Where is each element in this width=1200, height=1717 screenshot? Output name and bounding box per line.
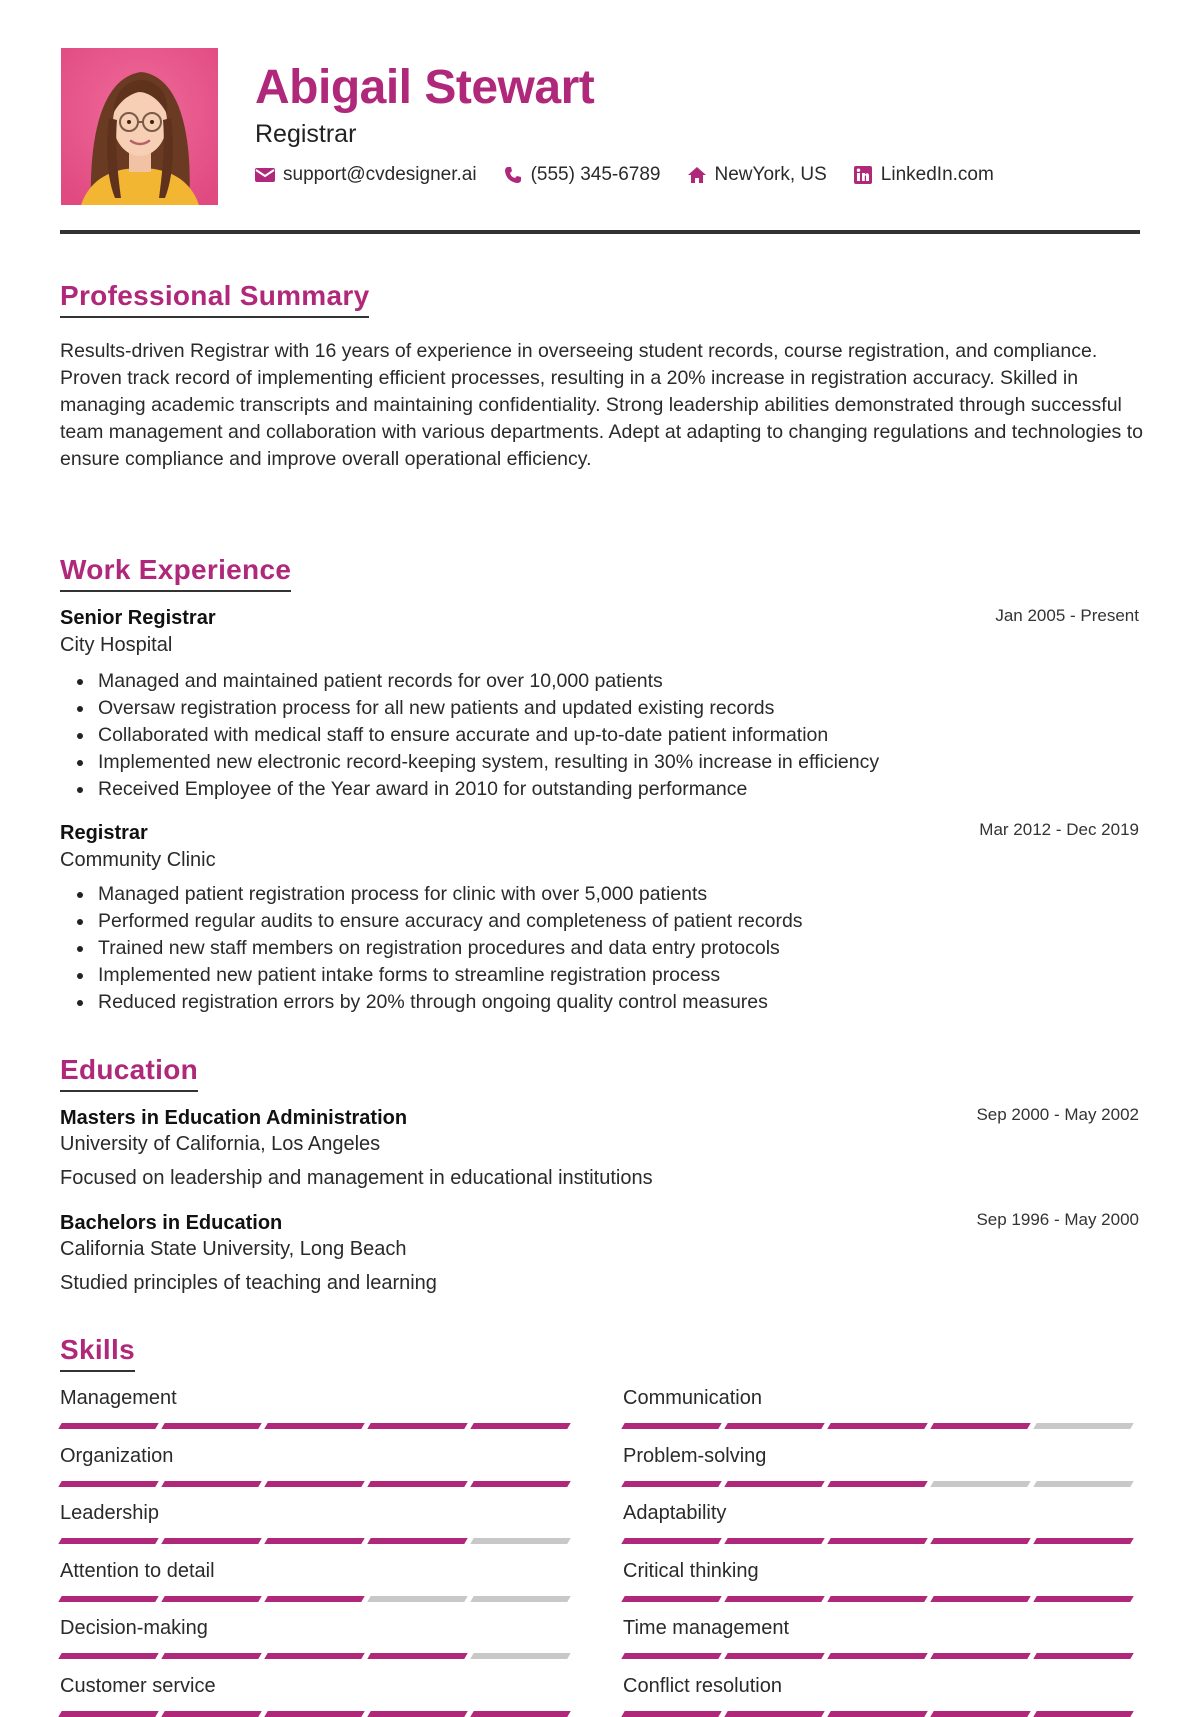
experience-heading: Work Experience <box>60 554 291 592</box>
skill-segment-filled <box>930 1596 1030 1602</box>
contact-linkedin[interactable] <box>853 164 994 186</box>
job-dates: Mar 2012 - Dec 2019 <box>979 820 1139 839</box>
skill-segment-filled <box>470 1423 570 1429</box>
skill-segment-filled <box>724 1711 824 1717</box>
skill-segment-filled <box>1033 1711 1133 1717</box>
skill-segment-filled <box>827 1653 927 1659</box>
skill-name: Time management <box>623 1617 789 1639</box>
skill-level-bar <box>623 1653 1138 1659</box>
skill-item <box>60 1445 575 1487</box>
job-title: Senior Registrar <box>60 607 216 629</box>
skill-segment-filled <box>264 1538 364 1544</box>
education-heading: Education <box>60 1054 198 1092</box>
skill-level-bar <box>623 1711 1138 1717</box>
candidate-name: Abigail Stewart <box>255 61 595 114</box>
list-item: Managed and maintained patient records for over 10,000 patients <box>60 668 879 695</box>
skill-segment-filled <box>724 1653 824 1659</box>
degree-description: Studied principles of teaching and learning <box>60 1272 437 1294</box>
degree-dates: Sep 1996 - May 2000 <box>976 1210 1139 1229</box>
skill-segment-empty <box>367 1596 467 1602</box>
skill-segment-filled <box>161 1711 261 1717</box>
skill-level-bar <box>60 1538 575 1544</box>
job-bullets <box>60 881 803 1016</box>
list-item: Managed patient registration process for clinic with over 5,000 patients <box>60 881 803 908</box>
skill-segment-filled <box>264 1481 364 1487</box>
skill-item <box>60 1675 575 1717</box>
skill-segment-filled <box>930 1423 1030 1429</box>
skill-level-bar <box>60 1423 575 1429</box>
skill-item <box>623 1617 1138 1659</box>
skill-segment-filled <box>58 1423 158 1429</box>
summary-text: Results-driven Registrar with 16 years of experience in overseeing student records, course registration, and compliance. Proven track record of implementing efficient processes, resulting in a 20% increase in registration accuracy. Skilled in managing academic transcripts and maintaining confidentiality. Strong leadership abilities demonstrated through successful team management and collaboration with various departments. Adept at adapting to changing regulations and technologies to ensure compliance and improve overall operational efficiency. <box>60 340 1143 470</box>
skill-segment-filled <box>724 1596 824 1602</box>
skill-level-bar <box>623 1423 1138 1429</box>
list-item: Trained new staff members on registration procedures and data entry protocols <box>60 935 803 962</box>
skill-segment-filled <box>58 1711 158 1717</box>
skill-segment-filled <box>827 1596 927 1602</box>
skill-level-bar <box>623 1596 1138 1602</box>
skill-segment-filled <box>930 1711 1030 1717</box>
skill-segment-filled <box>470 1711 570 1717</box>
skill-segment-filled <box>367 1711 467 1717</box>
skill-name: Attention to detail <box>60 1559 215 1582</box>
skill-segment-filled <box>367 1538 467 1544</box>
skill-item <box>623 1445 1138 1487</box>
list-item: Performed regular audits to ensure accuracy and completeness of patient records <box>60 908 803 935</box>
skill-segment-filled <box>58 1481 158 1487</box>
skill-level-bar <box>60 1711 575 1717</box>
list-item: Collaborated with medical staff to ensure accurate and up-to-date patient information <box>60 722 879 749</box>
contact-phone[interactable] <box>503 164 661 186</box>
skill-item <box>623 1502 1138 1544</box>
skill-name: Management <box>60 1387 177 1409</box>
skill-segment-filled <box>58 1538 158 1544</box>
header-divider <box>60 230 1140 234</box>
skill-segment-filled <box>264 1423 364 1429</box>
skill-segment-filled <box>621 1653 721 1659</box>
contact-phone-text: (555) 345-6789 <box>530 164 661 185</box>
skill-segment-filled <box>724 1423 824 1429</box>
school-name: California State University, Long Beach <box>60 1238 407 1260</box>
skill-segment-filled <box>827 1711 927 1717</box>
skill-segment-empty <box>930 1481 1030 1487</box>
avatar <box>61 48 218 205</box>
skill-level-bar <box>623 1538 1138 1544</box>
profile-photo <box>61 48 218 205</box>
contact-linkedin-text: LinkedIn.com <box>880 164 994 185</box>
skill-level-bar <box>623 1481 1138 1487</box>
skill-name: Adaptability <box>623 1502 727 1524</box>
skill-segment-filled <box>724 1481 824 1487</box>
skill-segment-filled <box>930 1538 1030 1544</box>
skill-segment-filled <box>621 1596 721 1602</box>
job-bullets <box>60 668 879 803</box>
skill-name: Problem-solving <box>623 1444 767 1467</box>
skill-item <box>623 1387 1138 1429</box>
list-item: Reduced registration errors by 20% through ongoing quality control measures <box>60 989 803 1016</box>
contact-bar <box>255 164 1020 186</box>
skill-segment-filled <box>621 1481 721 1487</box>
skill-name: Conflict resolution <box>623 1674 782 1697</box>
skill-item <box>623 1675 1138 1717</box>
degree-description: Focused on leadership and management in educational institutions <box>60 1167 653 1189</box>
skill-segment-filled <box>161 1653 261 1659</box>
skill-segment-filled <box>1033 1653 1133 1659</box>
skill-segment-filled <box>161 1481 261 1487</box>
job-dates: Jan 2005 - Present <box>995 606 1139 625</box>
skill-segment-filled <box>161 1596 261 1602</box>
skill-segment-filled <box>724 1538 824 1544</box>
list-item: Implemented new electronic record-keeping system, resulting in 30% increase in efficiency <box>60 749 879 776</box>
skill-segment-filled <box>264 1596 364 1602</box>
linkedin-icon <box>853 165 873 185</box>
degree-dates: Sep 2000 - May 2002 <box>976 1105 1139 1124</box>
skill-segment-filled <box>827 1423 927 1429</box>
contact-location-text: NewYork, US <box>714 164 827 185</box>
skill-item <box>60 1617 575 1659</box>
list-item: Implemented new patient intake forms to streamline registration process <box>60 962 803 989</box>
skill-segment-filled <box>470 1481 570 1487</box>
skill-segment-filled <box>827 1538 927 1544</box>
skill-segment-filled <box>58 1596 158 1602</box>
skill-segment-filled <box>161 1423 261 1429</box>
contact-location <box>687 164 827 186</box>
skill-segment-filled <box>621 1423 721 1429</box>
skill-name: Communication <box>623 1387 762 1409</box>
skill-segment-filled <box>367 1653 467 1659</box>
job-title: Registrar <box>60 822 148 844</box>
skill-name: Decision-making <box>60 1617 208 1639</box>
skill-segment-empty <box>1033 1423 1133 1429</box>
skill-segment-filled <box>58 1653 158 1659</box>
skill-segment-empty <box>470 1653 570 1659</box>
list-item: Received Employee of the Year award in 2010 for outstanding performance <box>60 776 879 803</box>
skill-level-bar <box>60 1596 575 1602</box>
degree-title: Masters in Education Administration <box>60 1107 408 1129</box>
phone-icon <box>503 165 523 185</box>
skill-segment-empty <box>1033 1481 1133 1487</box>
skill-segment-filled <box>161 1538 261 1544</box>
skill-name: Leadership <box>60 1502 159 1524</box>
envelope-icon <box>255 165 275 185</box>
skill-item <box>60 1387 575 1429</box>
job-company: Community Clinic <box>60 849 216 871</box>
skill-segment-filled <box>264 1711 364 1717</box>
skill-segment-filled <box>367 1481 467 1487</box>
degree-title: Bachelors in Education <box>60 1212 283 1234</box>
school-name: University of California, Los Angeles <box>60 1133 381 1155</box>
skill-item <box>623 1560 1138 1602</box>
skill-segment-filled <box>1033 1538 1133 1544</box>
job-company: City Hospital <box>60 634 173 656</box>
list-item: Oversaw registration process for all new patients and updated existing records <box>60 695 879 722</box>
summary-heading: Professional Summary <box>60 280 369 318</box>
contact-email[interactable] <box>255 164 477 186</box>
skill-level-bar <box>60 1481 575 1487</box>
skill-segment-filled <box>621 1711 721 1717</box>
skill-segment-empty <box>470 1538 570 1544</box>
skill-level-bar <box>60 1653 575 1659</box>
skill-name: Customer service <box>60 1674 216 1697</box>
skill-name: Critical thinking <box>623 1559 759 1582</box>
skill-segment-filled <box>1033 1596 1133 1602</box>
skill-segment-filled <box>367 1423 467 1429</box>
skill-segment-filled <box>827 1481 927 1487</box>
skill-segment-filled <box>621 1538 721 1544</box>
skill-name: Organization <box>60 1444 174 1467</box>
contact-email-text: support@cvdesigner.ai <box>283 164 477 185</box>
skill-segment-empty <box>470 1596 570 1602</box>
candidate-title: Registrar <box>255 120 357 148</box>
home-icon <box>687 165 707 185</box>
skill-segment-filled <box>930 1653 1030 1659</box>
skills-heading: Skills <box>60 1334 135 1372</box>
skill-item <box>60 1502 575 1544</box>
skill-segment-filled <box>264 1653 364 1659</box>
skill-item <box>60 1560 575 1602</box>
